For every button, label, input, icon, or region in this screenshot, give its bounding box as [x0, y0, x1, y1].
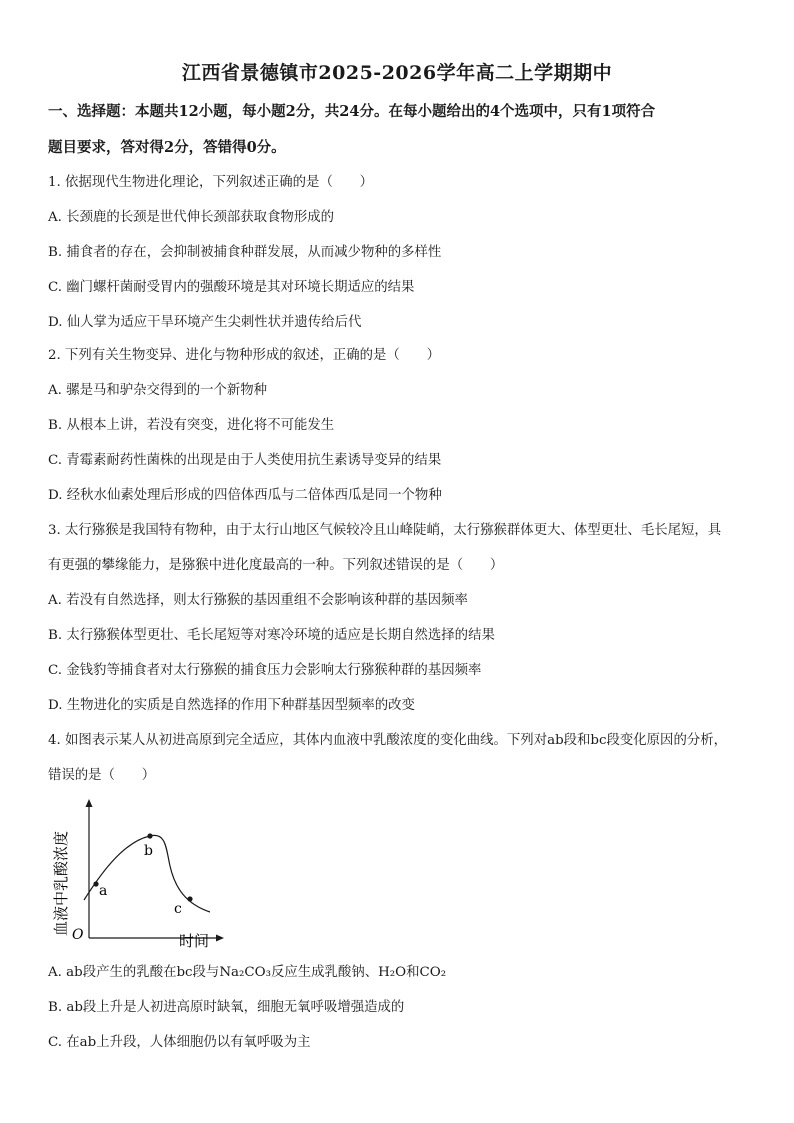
section-instructions-line-2: 题目要求，答对得2分，答错得0分。: [48, 139, 286, 156]
point-b-marker: [147, 833, 152, 838]
question-1-option-d: D. 仙人掌为适应干旱环境产生尖刺性状并遗传给后代: [48, 315, 362, 330]
lactic-acid-curve-figure: [40, 796, 230, 952]
y-axis-label: 血液中乳酸浓度: [52, 830, 70, 936]
lactic-acid-curve-svg: [40, 796, 230, 952]
question-2-option-d: D. 经秋水仙素处理后形成的四倍体西瓜与二倍体西瓜是同一个物种: [48, 488, 442, 503]
question-2-option-c: C. 青霉素耐药性菌株的出现是由于人类使用抗生素诱导变异的结果: [48, 453, 442, 468]
question-3-option-b: B. 太行猕猴体型更壮、毛长尾短等对寒冷环境的适应是长期自然选择的结果: [48, 628, 495, 643]
page-title: 江西省景德镇市2025-2026学年高二上学期期中: [181, 62, 613, 84]
question-2-option-b: B. 从根本上讲，若没有突变，进化将不可能发生: [48, 418, 335, 433]
x-axis-label: 时间: [179, 932, 210, 950]
question-4-option-c: C. 在ab上升段，人体细胞仍以有氧呼吸为主: [48, 1035, 311, 1050]
point-c-label: c: [174, 901, 182, 917]
point-a-label: a: [99, 883, 108, 899]
x-axis-arrow: [216, 935, 224, 942]
question-4-stem-line-2: 错误的是（ ）: [48, 768, 156, 783]
question-1-stem: 1. 依据现代生物进化理论，下列叙述正确的是（ ）: [48, 175, 374, 190]
question-1-option-c: C. 幽门螺杆菌耐受胃内的强酸环境是其对环境长期适应的结果: [48, 280, 415, 295]
question-2-option-a: A. 骡是马和驴杂交得到的一个新物种: [48, 383, 268, 398]
point-c-marker: [187, 896, 192, 901]
point-b-label: b: [144, 843, 153, 859]
question-1-option-b: B. 捕食者的存在，会抑制被捕食种群发展，从而减少物种的多样性: [48, 245, 442, 260]
question-1-option-a: A. 长颈鹿的长颈是世代伸长颈部获取食物形成的: [48, 210, 334, 225]
question-3-option-d: D. 生物进化的实质是自然选择的作用下种群基因型频率的改变: [48, 698, 415, 713]
point-a-marker: [93, 881, 98, 886]
question-4-option-b: B. ab段上升是人初进高原时缺氧，细胞无氧呼吸增强造成的: [48, 1000, 405, 1015]
question-3-option-c: C. 金钱豹等捕食者对太行猕猴的捕食压力会影响太行猕猴种群的基因频率: [48, 663, 482, 678]
question-2-stem: 2. 下列有关生物变异、进化与物种形成的叙述，正确的是（ ）: [48, 348, 440, 363]
question-3-stem-line-1: 3. 太行猕猴是我国特有物种，由于太行山地区气候较冷且山峰陡峭，太行猕猴群体更大、体型更壮、毛长尾短，具: [48, 523, 722, 538]
question-3-option-a: A. 若没有自然选择，则太行猕猴的基因重组不会影响该种群的基因频率: [48, 593, 468, 608]
question-3-stem-line-2: 有更强的攀缘能力，是猕猴中进化度最高的一种。下列叙述错误的是（ ）: [48, 558, 504, 573]
question-4-option-a: A. ab段产生的乳酸在bc段与Na₂CO₃反应生成乳酸钠、H₂O和CO₂: [48, 965, 447, 980]
section-instructions-line-1: 一、选择题：本题共12小题，每小题2分，共24分。在每小题给出的4个选项中，只有1项符合: [48, 103, 656, 120]
y-axis-arrow: [86, 799, 93, 807]
origin-label: O: [72, 927, 84, 943]
question-4-stem-line-1: 4. 如图表示某人从初进高原到完全适应，其体内血液中乳酸浓度的变化曲线。下列对ab段和bc段变化原因的分析，: [48, 733, 728, 748]
